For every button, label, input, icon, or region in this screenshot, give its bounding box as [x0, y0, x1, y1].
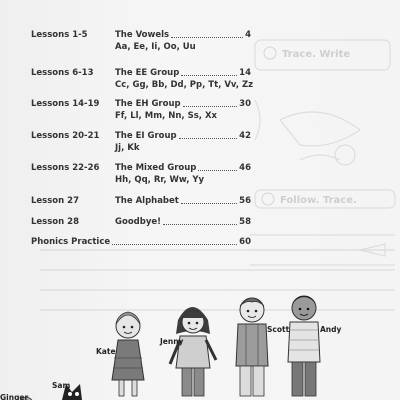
- ghost-trace-text: Trace. Write: [282, 49, 351, 60]
- toc-letters: Hh, Qq, Rr, Ww, Yy: [115, 175, 205, 185]
- toc-letters: Aa, Ee, Ii, Oo, Uu: [115, 42, 196, 52]
- toc-letters: Cc, Gg, Bb, Dd, Pp, Tt, Vv, Zz: [115, 80, 254, 90]
- ghost-follow-text: Follow. Trace.: [280, 195, 357, 206]
- toc-title-line: [115, 30, 251, 40]
- jenny-figure: [170, 307, 216, 396]
- toc-title-line: [115, 131, 251, 141]
- toc-title: The Alphabet: [115, 196, 179, 206]
- toc-title: The Mixed Group: [115, 163, 197, 173]
- jenny-label: Jenny: [160, 337, 184, 346]
- toc-page-number: 56: [239, 196, 251, 206]
- toc-page-number: 58: [239, 217, 251, 227]
- toc-title-line: [115, 99, 251, 109]
- dot-leader: [198, 164, 237, 171]
- toc-lesson-range: Lessons 14-19: [31, 99, 100, 109]
- toc-page-number: 60: [239, 237, 251, 247]
- toc-lesson-range: Lessons 1-5: [31, 30, 88, 40]
- scott-label: Scott: [267, 325, 290, 334]
- andy-label: Andy: [320, 325, 342, 334]
- toc-title-line: [115, 163, 251, 173]
- dot-leader: [181, 197, 237, 204]
- toc-title: Goodbye!: [115, 217, 162, 227]
- dot-leader: [183, 100, 238, 107]
- dot-leader: [163, 218, 237, 225]
- toc-title: The EH Group: [115, 99, 181, 109]
- toc-lesson-range: Lesson 27: [31, 196, 79, 206]
- toc-letters: Ff, Ll, Mm, Nn, Ss, Xx: [115, 111, 218, 121]
- toc-lesson-range: Lessons 22-26: [31, 163, 100, 173]
- toc-title-line: [115, 196, 251, 206]
- scott-figure: [236, 298, 268, 396]
- toc-title: The EE Group: [115, 68, 180, 78]
- toc-title-line: [31, 237, 251, 247]
- toc-page-number: 42: [239, 131, 251, 141]
- toc-title: Phonics Practice: [31, 237, 111, 247]
- toc-lesson-range: Lesson 28: [31, 217, 79, 227]
- kate-label: Kate: [96, 347, 116, 356]
- toc-letters: Jj, Kk: [115, 143, 140, 153]
- toc-lesson-range: Lessons 20-21: [31, 131, 100, 141]
- toc-title-line: [115, 68, 251, 78]
- toc-title-line: [115, 217, 251, 227]
- toc-page-number: 4: [245, 30, 251, 40]
- kate-figure: [112, 312, 144, 396]
- toc-page-number: 14: [239, 68, 251, 78]
- dot-leader: [112, 238, 237, 245]
- dot-leader: [171, 31, 243, 38]
- sam-label: Sam: [52, 381, 71, 390]
- andy-figure: [288, 296, 320, 396]
- ginger-label: Ginger: [0, 393, 29, 400]
- toc-lesson-range: Lessons 6-13: [31, 68, 94, 78]
- dot-leader: [181, 69, 237, 76]
- toc-title: The Vowels: [115, 30, 170, 40]
- toc-page-number: 46: [239, 163, 251, 173]
- dot-leader: [179, 132, 238, 139]
- toc-page-number: 30: [239, 99, 251, 109]
- toc-title: The EI Group: [115, 131, 177, 141]
